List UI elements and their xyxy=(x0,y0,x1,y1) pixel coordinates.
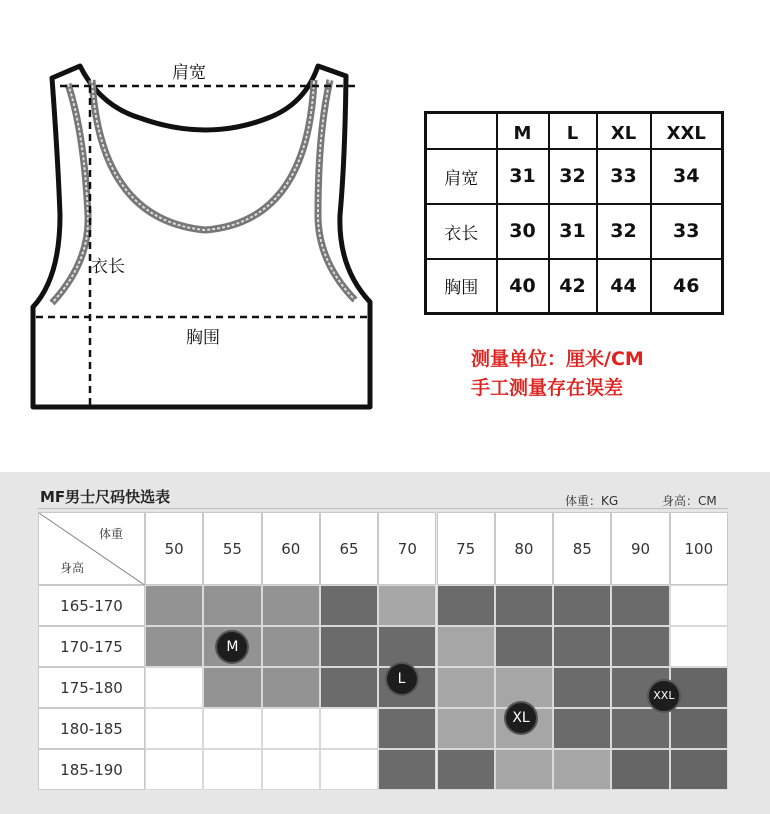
grid-cell xyxy=(203,749,261,790)
size-header-l: L xyxy=(549,113,597,149)
grid-cell xyxy=(553,626,611,667)
row-label-chest: 胸围 xyxy=(426,259,497,314)
weight-unit-label: 体重：KG xyxy=(565,494,619,508)
grid-cell xyxy=(320,708,378,749)
shoulder-width-label: 肩宽 xyxy=(172,63,206,83)
grid-cell xyxy=(203,667,261,708)
grid-cell xyxy=(262,585,320,626)
weight-header-65: 65 xyxy=(320,512,378,585)
grid-cell xyxy=(670,626,728,667)
weight-header-80: 80 xyxy=(495,512,553,585)
grid-cell xyxy=(145,708,203,749)
height-row-label: 180-185 xyxy=(38,708,145,749)
row-label-length: 衣长 xyxy=(426,204,497,259)
weight-header-60: 60 xyxy=(262,512,320,585)
corner-diagonal xyxy=(39,513,146,586)
table-cell: 33 xyxy=(651,204,723,259)
table-cell: 31 xyxy=(497,149,549,204)
size-badge-l: L xyxy=(385,662,419,696)
grid-cell xyxy=(145,585,203,626)
grid-cell xyxy=(437,667,495,708)
grid-cell xyxy=(320,667,378,708)
table-cell: 32 xyxy=(597,204,651,259)
grid-cell xyxy=(611,585,669,626)
grid-cell xyxy=(378,749,436,790)
size-header-xl: XL xyxy=(597,113,651,149)
table-cell: 33 xyxy=(597,149,651,204)
weight-header-50: 50 xyxy=(145,512,203,585)
grid-corner xyxy=(38,512,145,585)
table-cell: 34 xyxy=(651,149,723,204)
weight-header-55: 55 xyxy=(203,512,261,585)
garment-length-label: 衣长 xyxy=(91,257,125,277)
grid-cell xyxy=(553,585,611,626)
grid-cell xyxy=(437,749,495,790)
height-row-label: 175-180 xyxy=(38,667,145,708)
grid-cell xyxy=(145,749,203,790)
height-row-label: 165-170 xyxy=(38,585,145,626)
size-badge-xl: XL xyxy=(504,701,538,735)
grid-cell xyxy=(553,708,611,749)
height-row-label: 185-190 xyxy=(38,749,145,790)
grid-cell xyxy=(437,708,495,749)
table-cell: 40 xyxy=(497,259,549,314)
grid-cell xyxy=(611,708,669,749)
size-table-header xyxy=(426,113,723,149)
row-label-shoulder: 肩宽 xyxy=(426,149,497,204)
measurement-unit-note: 测量单位：厘米/CM xyxy=(471,348,644,370)
grid-cell xyxy=(553,749,611,790)
size-table xyxy=(424,111,724,315)
grid-cell xyxy=(320,585,378,626)
weight-header-70: 70 xyxy=(378,512,436,585)
grid-cell xyxy=(437,626,495,667)
grid-cell xyxy=(670,708,728,749)
table-row xyxy=(426,259,723,314)
size-badge-xxl: XXL xyxy=(647,679,681,713)
grid-cell xyxy=(262,749,320,790)
weight-header-100: 100 xyxy=(670,512,728,585)
grid-cell xyxy=(203,585,261,626)
grid-cell xyxy=(378,585,436,626)
grid-cell xyxy=(553,667,611,708)
table-cell: 31 xyxy=(549,204,597,259)
grid-cell xyxy=(611,626,669,667)
grid-cell xyxy=(378,626,436,667)
table-cell: 44 xyxy=(597,259,651,314)
grid-cell xyxy=(495,749,553,790)
grid-cell xyxy=(670,749,728,790)
table-cell: 30 xyxy=(497,204,549,259)
size-badge-m: M xyxy=(215,630,249,664)
size-grid xyxy=(38,512,728,790)
table-cell: 32 xyxy=(549,149,597,204)
table-cell: 46 xyxy=(651,259,723,314)
tank-top-diagram xyxy=(0,0,420,440)
chest-label: 胸围 xyxy=(186,328,220,348)
grid-cell xyxy=(611,749,669,790)
measurement-error-note: 手工测量存在误差 xyxy=(471,377,624,399)
table-row xyxy=(426,204,723,259)
table-cell: 42 xyxy=(549,259,597,314)
grid-cell xyxy=(437,585,495,626)
size-header-xxl: XXL xyxy=(651,113,723,149)
size-table-corner xyxy=(426,113,497,149)
grid-cell xyxy=(262,708,320,749)
weight-header-90: 90 xyxy=(611,512,669,585)
size-selection-chart xyxy=(0,472,770,814)
grid-cell xyxy=(320,626,378,667)
title-divider xyxy=(38,508,728,509)
grid-cell xyxy=(378,708,436,749)
corner-height-label: 身高 xyxy=(60,561,85,575)
weight-header-75: 75 xyxy=(437,512,495,585)
grid-cell xyxy=(262,667,320,708)
height-row-label: 170-175 xyxy=(38,626,145,667)
grid-cell xyxy=(495,626,553,667)
size-header-m: M xyxy=(497,113,549,149)
grid-cell xyxy=(145,626,203,667)
grid-cell xyxy=(203,708,261,749)
grid-cell xyxy=(262,626,320,667)
table-row xyxy=(426,149,723,204)
height-unit-label: 身高：CM xyxy=(662,494,717,508)
tank-top-outline xyxy=(0,0,420,440)
grid-cell xyxy=(670,585,728,626)
chart-title: MF男士尺码快选表 xyxy=(40,488,171,506)
grid-cell xyxy=(145,667,203,708)
weight-header-85: 85 xyxy=(553,512,611,585)
corner-weight-label: 体重 xyxy=(99,527,124,541)
grid-cell xyxy=(495,585,553,626)
grid-cell xyxy=(320,749,378,790)
